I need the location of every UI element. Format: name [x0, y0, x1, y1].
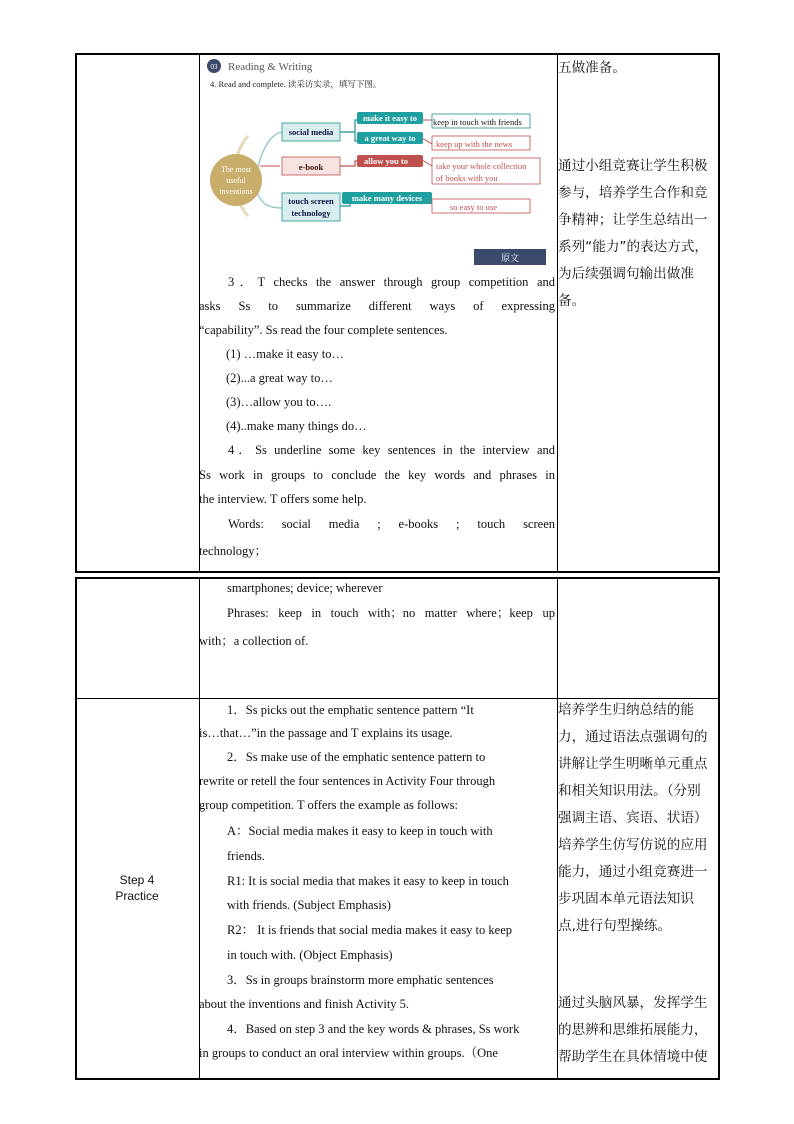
note-line: 强调主语、宾语、状语） — [558, 810, 708, 826]
section-title: Reading & Writing — [228, 61, 313, 73]
answer-text: keep in touch with friends — [433, 117, 522, 127]
practice-line: in groups to conduct an oral interview within groups.（One — [199, 1046, 498, 1060]
instruction: 4. Read and complete. 读采访实录，填写下图。 — [210, 79, 382, 89]
practice-line: 1．Ss picks out the emphatic sentence pattern “It — [227, 703, 474, 717]
note-line: 培养学生仿写仿说的应用 — [558, 837, 708, 853]
answer-text: of books with you — [436, 173, 498, 183]
note-line: 力，通过语法点强调句的 — [558, 729, 708, 745]
answer-text: keep up with the news — [436, 139, 513, 149]
center-label: inventions — [219, 187, 253, 196]
paragraph-line: 3．T checks the answer through group competition and — [228, 275, 555, 289]
practice-line: about the inventions and finish Activity 5. — [199, 997, 410, 1011]
practice-line: in touch with. (Object Emphasis) — [227, 948, 393, 962]
note-line: 为后续强调句输出做准 — [558, 266, 694, 282]
note-line: 系列“能力”的表达方式， — [558, 239, 709, 255]
note-line: 通过小组竞赛让学生积极 — [558, 158, 708, 174]
practice-line: 4．Based on step 3 and the key words & phrases, Ss work — [227, 1022, 520, 1036]
note-line: 五做准备。 — [558, 60, 626, 76]
paragraph-line: the interview. T offers some help. — [199, 492, 367, 506]
answer-text: take your whole collection — [436, 161, 527, 171]
words-line: smartphones; device; wherever — [227, 581, 383, 595]
phrase-label: make many devices — [351, 193, 423, 203]
node-label: e-book — [298, 162, 324, 172]
step-label — [77, 872, 197, 904]
practice-line: R1: It is social media that makes it easy to keep in touch — [227, 874, 509, 888]
note-line: 点,进行句型操练。 — [558, 918, 672, 934]
phrase-label: allow you to — [364, 156, 408, 166]
note-line: 参与，培养学生合作和竞 — [558, 185, 708, 201]
practice-line: A：Social media makes it easy to keep in touch with — [227, 824, 493, 838]
list-item: (2)...a great way to… — [226, 371, 333, 385]
practice-line: R2： It is friends that social media makes it easy to keep — [227, 923, 512, 937]
paragraph-line: asks Ss to summarize different ways of expressing — [199, 299, 555, 313]
note-line: 培养学生归纳总结的能 — [558, 702, 694, 718]
note-line: 步巩固本单元语法知识 — [558, 891, 694, 907]
note-line: 备。 — [558, 293, 586, 309]
phrase-label: a great way to — [364, 133, 416, 143]
words-line: technology； — [199, 544, 268, 558]
step-title: Practice — [115, 889, 159, 903]
inventions-mind-map — [200, 56, 556, 268]
practice-line: 2．Ss make use of the emphatic sentence pattern to — [227, 750, 486, 764]
node-label: touch screen — [288, 196, 334, 206]
note-line: 争精神；让学生总结出一 — [558, 212, 708, 228]
list-item: (1) …make it easy to… — [226, 347, 345, 361]
practice-line: with friends. (Subject Emphasis) — [227, 898, 391, 912]
center-label: useful — [226, 176, 246, 185]
note-line: 通过头脑风暴，发挥学生 — [558, 995, 708, 1011]
paragraph-line: “capability”. Ss read the four complete sentences. — [199, 323, 448, 337]
practice-line: rewrite or retell the four sentences in Activity Four through — [199, 774, 496, 788]
practice-line: group competition. T offers the example as follows: — [199, 798, 458, 812]
paragraph-line: Ss work in groups to conclude the key words and phrases in — [199, 468, 555, 482]
node-label: technology — [291, 208, 331, 218]
badge-number: 03 — [210, 63, 218, 71]
note-line: 的思辨和思维拓展能力， — [558, 1022, 708, 1038]
note-line: 和相关知识用法。（分别 — [558, 783, 701, 799]
note-line: 能力，通过小组竞赛进一 — [558, 864, 708, 880]
button-label: 原文 — [500, 253, 520, 263]
list-item: (3)…allow you to…. — [226, 395, 332, 409]
phrases-line: with；a collection of. — [199, 634, 309, 648]
note-line: 帮助学生在具体情境中使 — [558, 1049, 708, 1065]
practice-line: 3．Ss in groups brainstorm more emphatic sentences — [227, 973, 494, 987]
center-label: The most — [221, 165, 251, 174]
list-item: (4)..make many things do… — [226, 419, 367, 433]
words-line: Words: social media ; e-books ; touch screen — [228, 517, 555, 531]
paragraph-line: 4．Ss underline some key sentences in the interview and — [228, 443, 555, 457]
practice-line: is…that…”in the passage and T explains its usage. — [199, 726, 453, 740]
practice-line: friends. — [227, 849, 265, 863]
node-label: social media — [288, 127, 334, 137]
note-line: 讲解让学生明晰单元重点 — [558, 756, 708, 772]
answer-text: so easy to use — [450, 202, 497, 212]
phrases-line: Phrases: keep in touch with；no matter where；keep up — [227, 606, 555, 620]
step-number: Step 4 — [119, 873, 155, 887]
phrase-label: make it easy to — [362, 113, 418, 123]
